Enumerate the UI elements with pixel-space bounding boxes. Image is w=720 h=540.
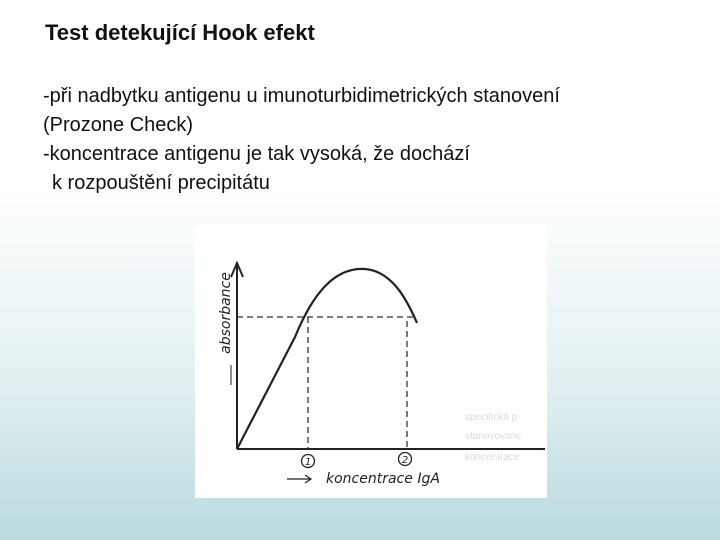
hook-effect-figure — [195, 225, 547, 498]
slide-body-text — [43, 82, 703, 198]
faint-text-1: specifická p — [465, 412, 518, 423]
marker-1-label: 1 — [304, 457, 312, 468]
faint-text-3: koncentrace — [465, 452, 520, 463]
body-line-2: (Prozone Check) — [43, 114, 194, 136]
absorbance-curve — [237, 269, 417, 449]
body-line-3: -koncentrace antigenu je tak vysoká, že dochází — [43, 143, 470, 165]
y-axis-label: absorbance — [218, 272, 234, 354]
body-line-1: -při nadbytku antigenu u imunoturbidimetrických stanovení — [43, 85, 560, 107]
x-axis-label: koncentrace IgA — [326, 471, 440, 487]
marker-2-label: 2 — [401, 455, 409, 466]
body-line-4: k rozpouštění precipitátu — [52, 172, 270, 194]
slide-title: Test detekující Hook efekt — [45, 20, 315, 45]
faint-text-2: stanovovanc — [465, 431, 522, 442]
